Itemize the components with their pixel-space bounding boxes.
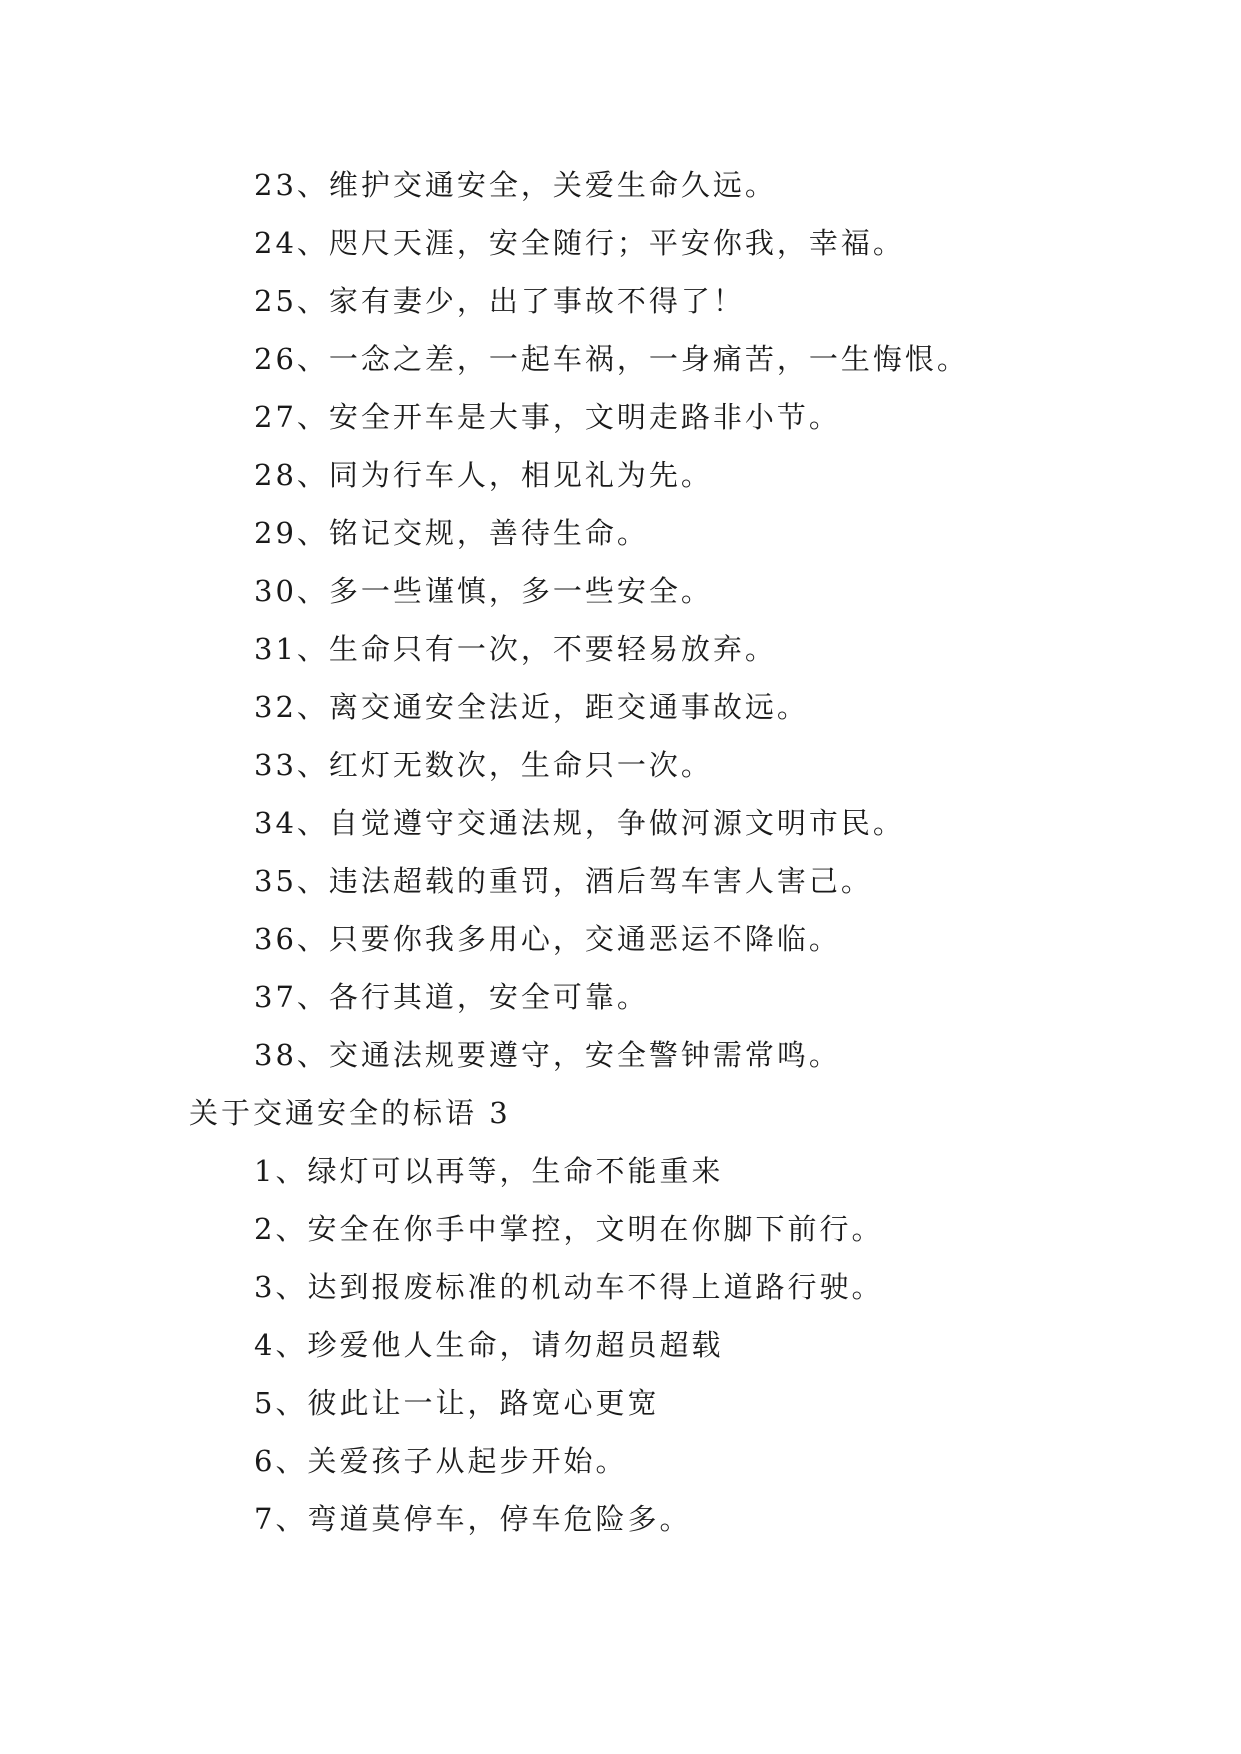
- slogan-item: 32、离交通安全法近，距交通事故远。: [254, 690, 809, 724]
- slogan-item: 26、一念之差，一起车祸，一身痛苦，一生悔恨。: [254, 342, 969, 376]
- slogan-item: 25、家有妻少，出了事故不得了！: [254, 284, 745, 318]
- slogan-item: 27、安全开车是大事，文明走路非小节。: [254, 400, 841, 434]
- slogan-item: 31、生命只有一次，不要轻易放弃。: [254, 632, 777, 666]
- slogan-item: 37、各行其道，安全可靠。: [254, 980, 649, 1014]
- slogan-item: 4、珍爱他人生命，请勿超员超载: [254, 1328, 724, 1362]
- slogan-item: 3、达到报废标准的机动车不得上道路行驶。: [254, 1270, 884, 1304]
- slogan-item: 35、违法超载的重罚，酒后驾车害人害己。: [254, 864, 873, 898]
- slogan-item: 7、弯道莫停车，停车危险多。: [254, 1502, 692, 1536]
- slogan-item: 30、多一些谨慎，多一些安全。: [254, 574, 713, 608]
- slogan-item: 6、关爱孩子从起步开始。: [254, 1444, 628, 1478]
- slogan-item: 28、同为行车人，相见礼为先。: [254, 458, 713, 492]
- slogan-item: 36、只要你我多用心，交通恶运不降临。: [254, 922, 841, 956]
- slogan-item: 29、铭记交规，善待生命。: [254, 516, 649, 550]
- slogan-item: 38、交通法规要遵守，安全警钟需常鸣。: [254, 1038, 841, 1072]
- slogan-item: 23、维护交通安全，关爱生命久远。: [254, 168, 777, 202]
- slogan-item: 24、咫尺天涯，安全随行；平安你我，幸福。: [254, 226, 905, 260]
- slogan-item: 5、彼此让一让，路宽心更宽: [254, 1386, 660, 1420]
- slogan-item: 34、自觉遵守交通法规，争做河源文明市民。: [254, 806, 905, 840]
- slogan-item: 2、安全在你手中掌控，文明在你脚下前行。: [254, 1212, 884, 1246]
- slogan-item: 1、绿灯可以再等，生命不能重来: [254, 1154, 724, 1188]
- section-heading: 关于交通安全的标语 3: [189, 1096, 511, 1130]
- slogan-item: 33、红灯无数次，生命只一次。: [254, 748, 713, 782]
